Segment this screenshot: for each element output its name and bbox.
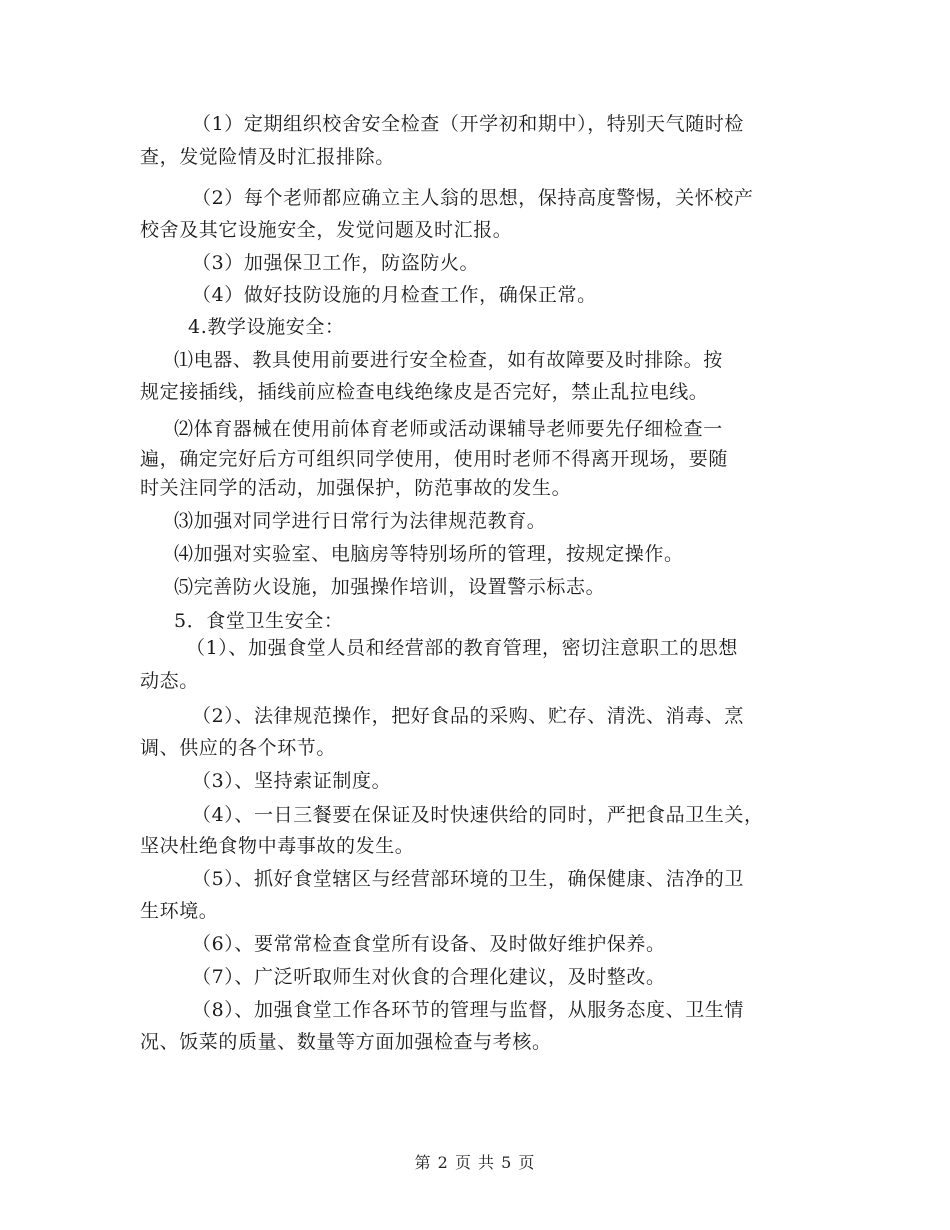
paragraph-line: 调、供应的各个环节。 [140,737,337,759]
paragraph-line: （1）、加强食堂人员和经营部的教育管理，密切注意职工的思想 [186,637,738,659]
paragraph-line: ⑸完善防火设施，加强操作培训，设置警示标志。 [174,576,606,598]
paragraph-line: （1）定期组织校舍安全检查（开学初和期中），特别天气随时检 [192,113,744,135]
page-number: 第 2 页 共 5 页 [414,1153,536,1172]
paragraph-line: 动态。 [140,670,199,692]
paragraph-line: （6）、要常常检查食堂所有设备、及时做好维护保养。 [192,933,666,955]
section-heading: 4.教学设施安全： [188,316,345,338]
paragraph-line: 坚决杜绝食物中毒事故的发生。 [140,835,415,857]
paragraph-line: （2）每个老师都应确立主人翁的思想，保持高度警惕，关怀校产 [192,187,754,209]
section-heading: 5．食堂卫生安全： [174,610,344,632]
paragraph-line: ⑷加强对实验室、电脑房等特别场所的管理，按规定操作。 [174,543,684,565]
paragraph-line: 校舍及其它设施安全，发觉问题及时汇报。 [140,219,513,241]
paragraph-line: 查，发觉险情及时汇报排除。 [140,146,395,168]
paragraph-line: 规定接插线，插线前应检查电线绝缘皮是否完好，禁止乱拉电线。 [140,381,709,403]
paragraph-line: （8）、加强食堂工作各环节的管理与监督，从服务态度、卫生情 [192,999,744,1021]
paragraph-line: （4）、一日三餐要在保证及时快速供给的同时，严把食品卫生关， [192,804,764,826]
paragraph-line: （7）、广泛听取师生对伙食的合理化建议，及时整改。 [192,966,666,988]
paragraph-line: ⑶加强对同学进行日常行为法律规范教育。 [174,510,547,532]
paragraph-line: ⑵体育器械在使用前体育老师或活动课辅导老师要先仔细检查一 [174,418,723,440]
paragraph-line: （3）、坚持索证制度。 [192,770,392,792]
paragraph-line: （2）、法律规范操作，把好食品的采购、贮存、清洗、消毒、烹 [192,705,744,727]
paragraph-line: 时关注同学的活动，加强保护，防范事故的发生。 [140,477,572,499]
paragraph-line: （3）加强保卫工作，防盗防火。 [192,252,480,274]
paragraph-line: 遍，确定完好后方可组织同学使用，使用时老师不得离开现场，要随 [140,448,729,470]
paragraph-line: 况、饭菜的质量、数量等方面加强检查与考核。 [140,1031,552,1053]
paragraph-line: ⑴电器、教具使用前要进行安全检查，如有故障要及时排除。按 [174,349,723,371]
paragraph-line: 生环境。 [140,900,219,922]
paragraph-line: （4）做好技防设施的月检查工作，确保正常。 [192,284,597,306]
paragraph-line: （5）、抓好食堂辖区与经营部环境的卫生，确保健康、洁净的卫 [192,868,744,890]
